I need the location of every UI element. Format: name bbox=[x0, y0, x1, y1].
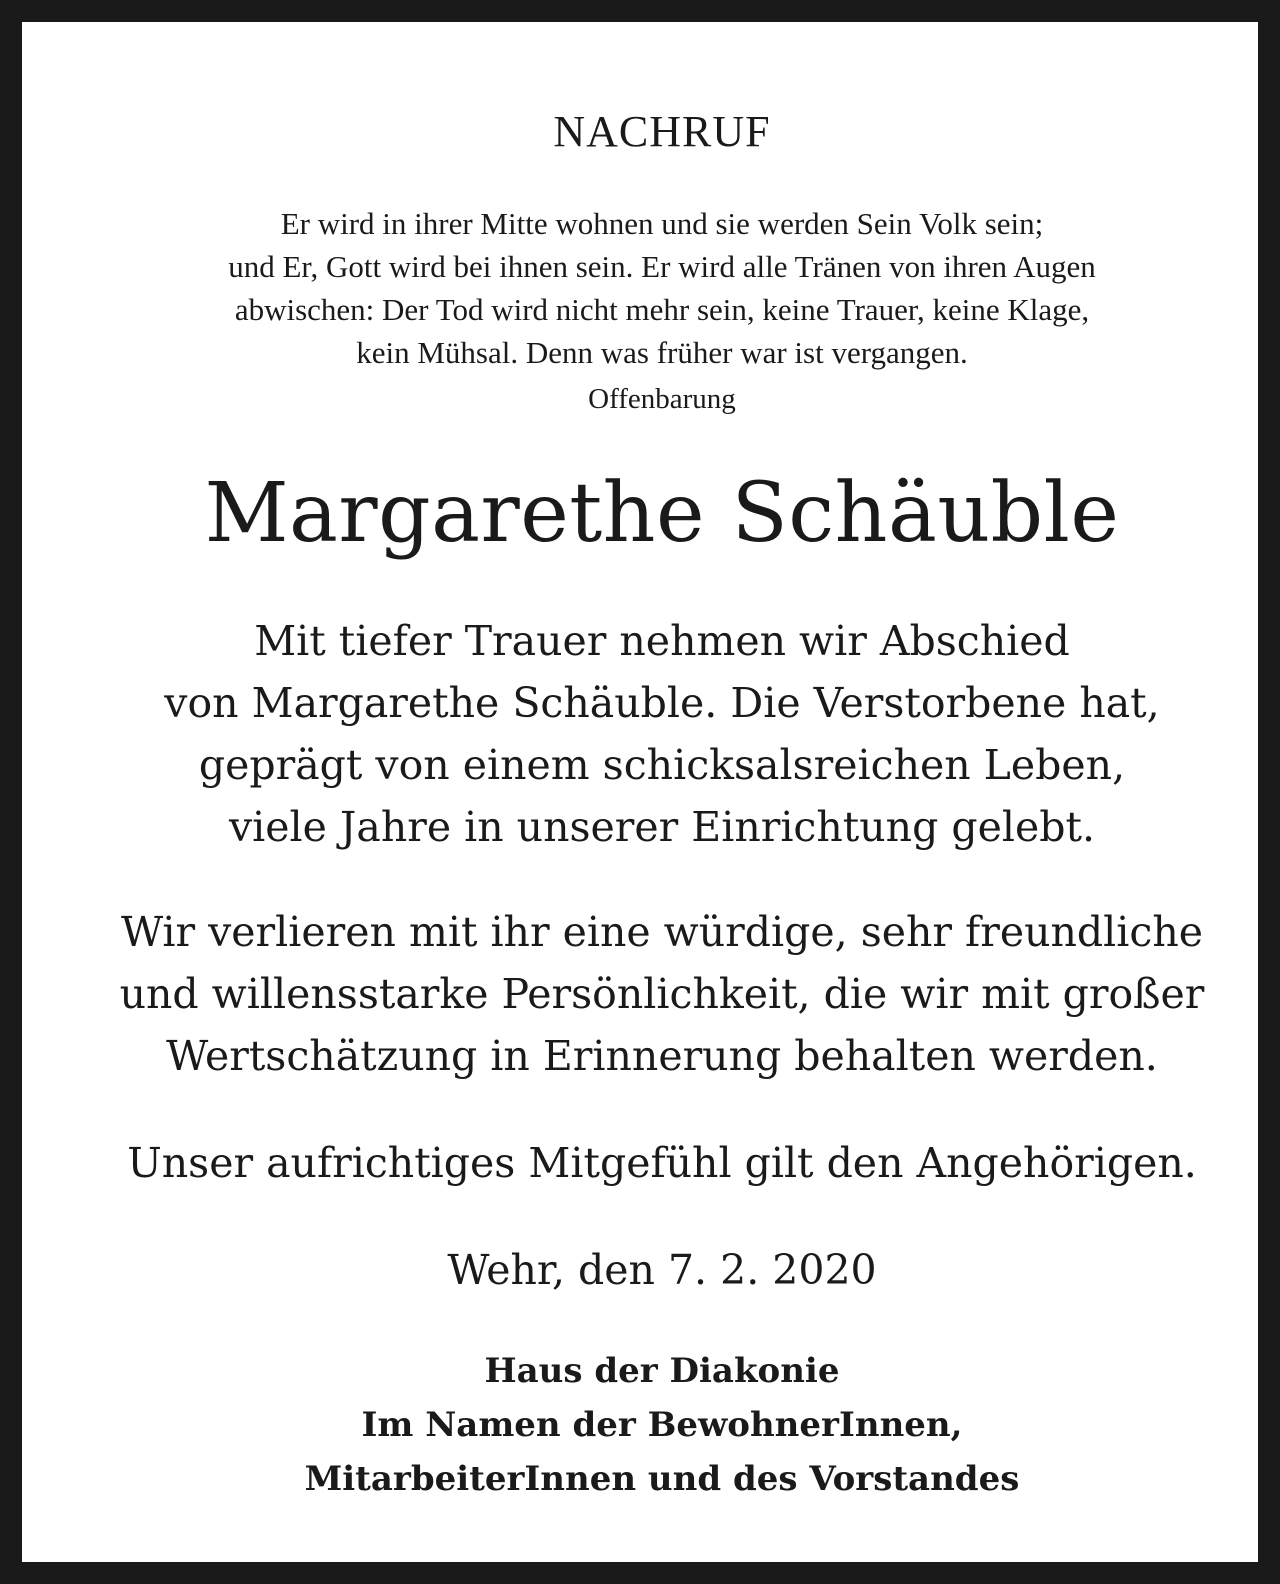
condolence-paragraph: Unser aufrichtiges Mitgefühl gilt den Angehörigen. bbox=[127, 1139, 1197, 1187]
tribute-paragraph bbox=[44, 901, 1280, 1087]
signature-line: MitarbeiterInnen und des Vorstandes bbox=[304, 1459, 1020, 1499]
farewell-line: viele Jahre in unserer Einrichtung gelebt. bbox=[228, 803, 1096, 851]
farewell-line: von Margarethe Schäuble. Die Verstorbene hat, bbox=[164, 679, 1160, 727]
farewell-paragraph bbox=[44, 610, 1280, 858]
tribute-line: und willensstarke Persönlichkeit, die wir mit großer bbox=[119, 970, 1205, 1018]
tribute-line: Wir verlieren mit ihr eine würdige, sehr freundliche bbox=[120, 908, 1204, 956]
verse-line: kein Mühsal. Denn was früher war ist vergangen. bbox=[356, 335, 968, 370]
obituary-content bbox=[44, 44, 1280, 1584]
signature-line: Im Namen der BewohnerInnen, bbox=[361, 1405, 963, 1445]
place-date: Wehr, den 7. 2. 2020 bbox=[447, 1246, 877, 1294]
farewell-line: Mit tiefer Trauer nehmen wir Abschied bbox=[254, 617, 1070, 665]
farewell-line: geprägt von einem schicksalsreichen Leben, bbox=[198, 741, 1126, 789]
signature-block bbox=[44, 1344, 1280, 1506]
signature-line: Haus der Diakonie bbox=[484, 1351, 840, 1391]
deceased-name: Margarethe Schäuble bbox=[204, 466, 1120, 561]
verse-line: Er wird in ihrer Mitte wohnen und sie werden Sein Volk sein; bbox=[280, 206, 1044, 241]
bible-verse bbox=[44, 202, 1280, 374]
verse-source: Offenbarung bbox=[588, 383, 736, 415]
tribute-line: Wertschätzung in Erinnerung behalten werden. bbox=[166, 1032, 1158, 1080]
notice-heading: NACHRUF bbox=[553, 107, 771, 156]
verse-line: und Er, Gott wird bei ihnen sein. Er wird alle Tränen von ihren Augen bbox=[228, 249, 1096, 284]
verse-line: abwischen: Der Tod wird nicht mehr sein, keine Trauer, keine Klage, bbox=[234, 292, 1090, 327]
